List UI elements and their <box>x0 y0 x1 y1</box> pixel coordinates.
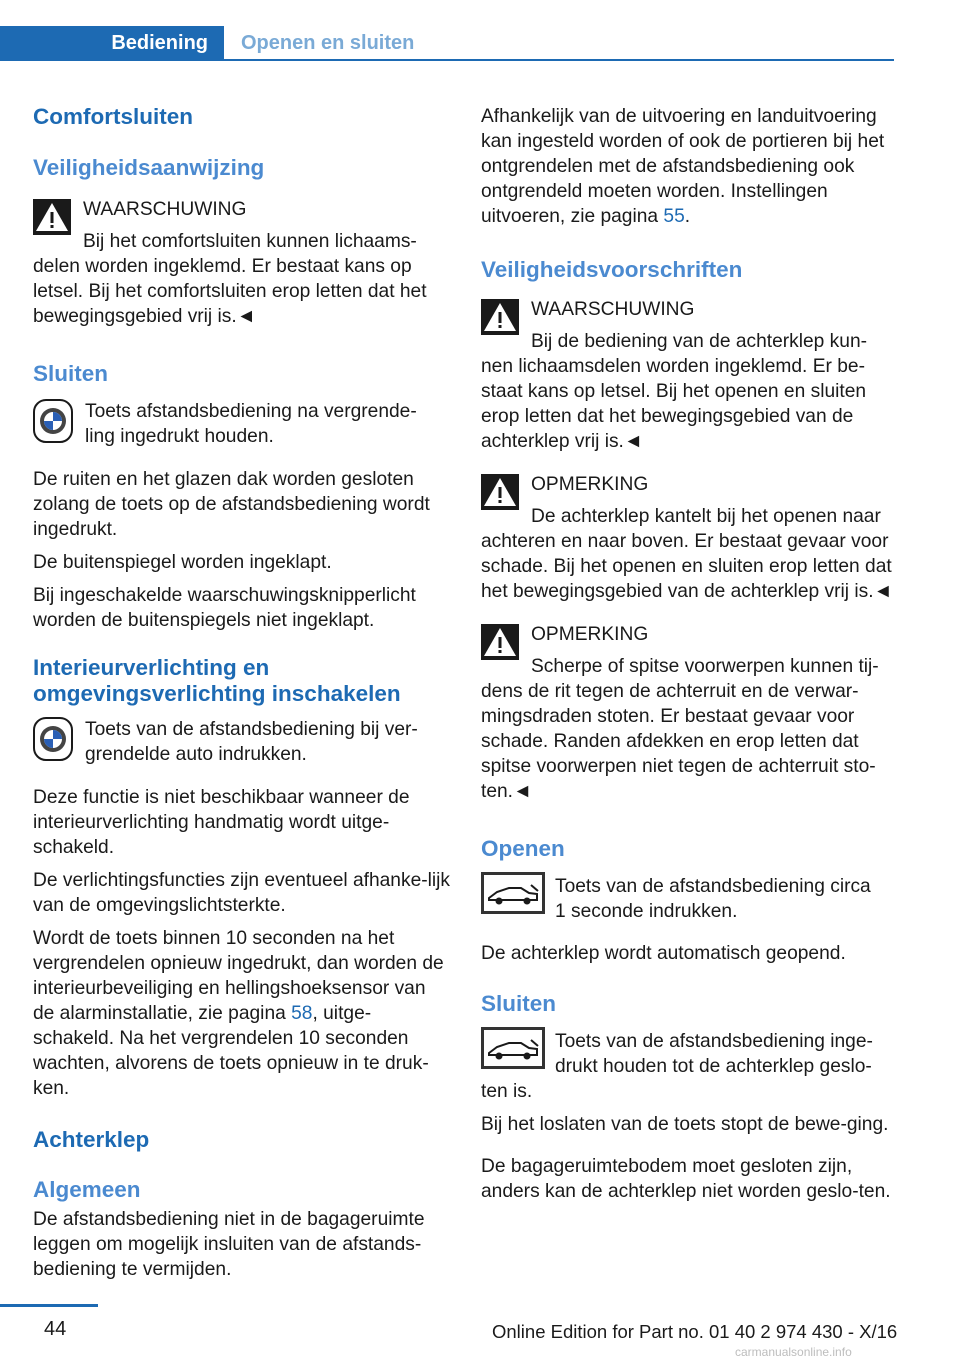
key-instruction-line2: 1 seconde indrukken. <box>555 901 738 922</box>
tab-bediening[interactable] <box>0 26 224 61</box>
key-instruction-line1: Toets van de afstandsbediening circa <box>555 876 871 897</box>
note-label: OPMERKING <box>531 624 649 645</box>
page-link-58[interactable]: 58 <box>291 1003 313 1024</box>
key-instruction-line1: Toets van de afstandsbediening bij ver- <box>85 719 418 740</box>
paragraph: De bagageruimtebodem moet gesloten zijn, anders kan de achterklep niet worden geslo-ten. <box>481 1156 891 1202</box>
right-column <box>481 96 899 1204</box>
text: . <box>684 206 691 227</box>
heading-veiligheidsvoorschriften: Veiligheidsvoorschriften <box>481 257 743 282</box>
paragraph: De ruiten en het glazen dak worden gesloten zolang de toets op de afstandsbediening wordt ingedrukt. <box>33 469 430 540</box>
paragraph: Bij ingeschakelde waarschuwingsknipperlicht worden de buitenspiegels niet ingeklapt. <box>33 585 416 631</box>
key-instruction-line2: drukt houden tot de achterklep geslo- <box>555 1056 872 1077</box>
warning-triangle-icon <box>481 299 519 340</box>
note-notice <box>481 472 899 604</box>
note-text-first: De achterklep kantelt bij het openen naar <box>531 506 881 527</box>
warning-triangle-icon <box>481 624 519 665</box>
heading-sluiten: Sluiten <box>33 361 109 386</box>
warning-notice <box>33 197 451 329</box>
warning-text-rest: delen worden ingeklemd. Er bestaat kans op letsel. Bij het comfortsluiten erop letten dat het bewegingsgebied vrij is.◄ <box>33 256 427 327</box>
heading-interieurverlichting: Interieurverlichting en omgevingsverlichting inschakelen <box>33 655 401 706</box>
left-column <box>33 96 451 1282</box>
heading-openen: Openen <box>481 836 565 861</box>
edition-text: Online Edition for Part no. 01 40 2 974 430 - X/16 <box>492 1321 898 1342</box>
header-tabbar <box>0 26 894 61</box>
heading-achterklep: Achterklep <box>33 1127 150 1152</box>
watermark: carmanualsonline.info <box>735 1345 852 1359</box>
key-instruction-rest: ten is. <box>481 1081 533 1102</box>
key-instruction-line2: grendelde auto indrukken. <box>85 744 307 765</box>
paragraph <box>33 926 451 1101</box>
warning-text-first: Bij het comfortsluiten kunnen lichaams- <box>83 231 417 252</box>
text: , uitge-schakeld. Na het vergrendelen 10 seconden wachten, alvorens de toets opnieuw in te druk-ken. <box>33 1003 429 1099</box>
warning-text-first: Bij de bediening van de achterklep kun- <box>531 331 868 352</box>
warning-label: WAARSCHUWING <box>531 299 695 320</box>
heading-algemeen: Algemeen <box>33 1177 141 1202</box>
tab-bediening-label: Bediening <box>111 32 208 54</box>
heading-veiligheidsaanwijzing: Veiligheidsaanwijzing <box>33 155 265 180</box>
paragraph: De buitenspiegel worden ingeklapt. <box>33 552 332 573</box>
paragraph <box>481 104 899 229</box>
note-text-rest: dens de rit tegen de achterruit en de verwar-mingsdraden stoten. Er bestaat gevaar voor schade. Randen afdekken en erop letten dat spitse voorwerpen niet tegen de achterruit sto-ten.◄ <box>481 681 876 802</box>
note-text-first: Scherpe of spitse voorwerpen kunnen tij- <box>531 656 879 677</box>
text: Afhankelijk van de uitvoering en landuitvoering kan ingesteld worden of ook de portieren bij het ontgrendelen met de afstandsbediening ook ontgrendeld moeten worden. Instellingen uitvoeren, zie pagina <box>481 106 885 227</box>
warning-label: WAARSCHUWING <box>83 199 247 220</box>
paragraph: De afstandsbediening niet in de bagageruimte leggen om mogelijk insluiten van de afstands-bediening te vermijden. <box>33 1209 425 1280</box>
note-label: OPMERKING <box>531 474 649 495</box>
page-number: 44 <box>44 1318 67 1340</box>
key-instruction-line1: Toets afstandsbediening na vergrende- <box>85 401 417 422</box>
warning-triangle-icon <box>33 199 71 240</box>
paragraph: Deze functie is niet beschikbaar wanneer de interieurverlichting handmatig wordt uitge-schakeld. <box>33 787 410 858</box>
bmw-key-icon <box>33 397 73 450</box>
warning-text-rest: nen lichaamsdelen worden ingeklemd. Er be-staat kans op letsel. Bij het openen en sluiten erop letten dat het bewegingsgebied van de achterklep vrij is.◄ <box>481 356 867 452</box>
key-instruction-line1: Toets van de afstandsbediening inge- <box>555 1031 873 1052</box>
note-notice <box>481 622 899 804</box>
text: Wordt de toets binnen 10 seconden na het vergrendelen opnieuw ingedrukt, dan worden de interieurbeveiliging en hellingshoeksensor van de alarminstallatie, zie pagina <box>33 928 444 1024</box>
warning-notice <box>481 297 899 454</box>
car-tailgate-icon <box>481 1027 545 1074</box>
tab-openen-label: Openen en sluiten <box>241 32 415 54</box>
key-instruction <box>33 717 451 767</box>
car-tailgate-icon <box>481 872 545 919</box>
paragraph: Bij het loslaten van de toets stopt de bewe-ging. <box>481 1114 889 1135</box>
key-instruction <box>33 399 451 449</box>
paragraph: De achterklep wordt automatisch geopend. <box>481 943 846 964</box>
tab-underline <box>224 59 894 61</box>
footer-rule <box>0 1304 98 1307</box>
note-text-rest: achteren en naar boven. Er bestaat gevaar voor schade. Bij het openen en sluiten erop letten dat het bewegingsgebied van de achterklep vrij is.◄ <box>481 531 893 602</box>
car-key-instruction <box>481 874 899 924</box>
car-key-instruction <box>481 1029 899 1104</box>
bmw-key-icon <box>33 715 73 768</box>
key-instruction-line2: ling ingedrukt houden. <box>85 426 274 447</box>
heading-sluiten: Sluiten <box>481 991 557 1016</box>
tab-openen-en-sluiten[interactable] <box>224 26 414 61</box>
page-link-55[interactable]: 55 <box>663 206 685 227</box>
heading-comfortsluiten: Comfortsluiten <box>33 104 193 129</box>
paragraph: De verlichtingsfuncties zijn eventueel afhanke-lijk van de omgevingslichtsterkte. <box>33 870 451 916</box>
warning-triangle-icon <box>481 474 519 515</box>
